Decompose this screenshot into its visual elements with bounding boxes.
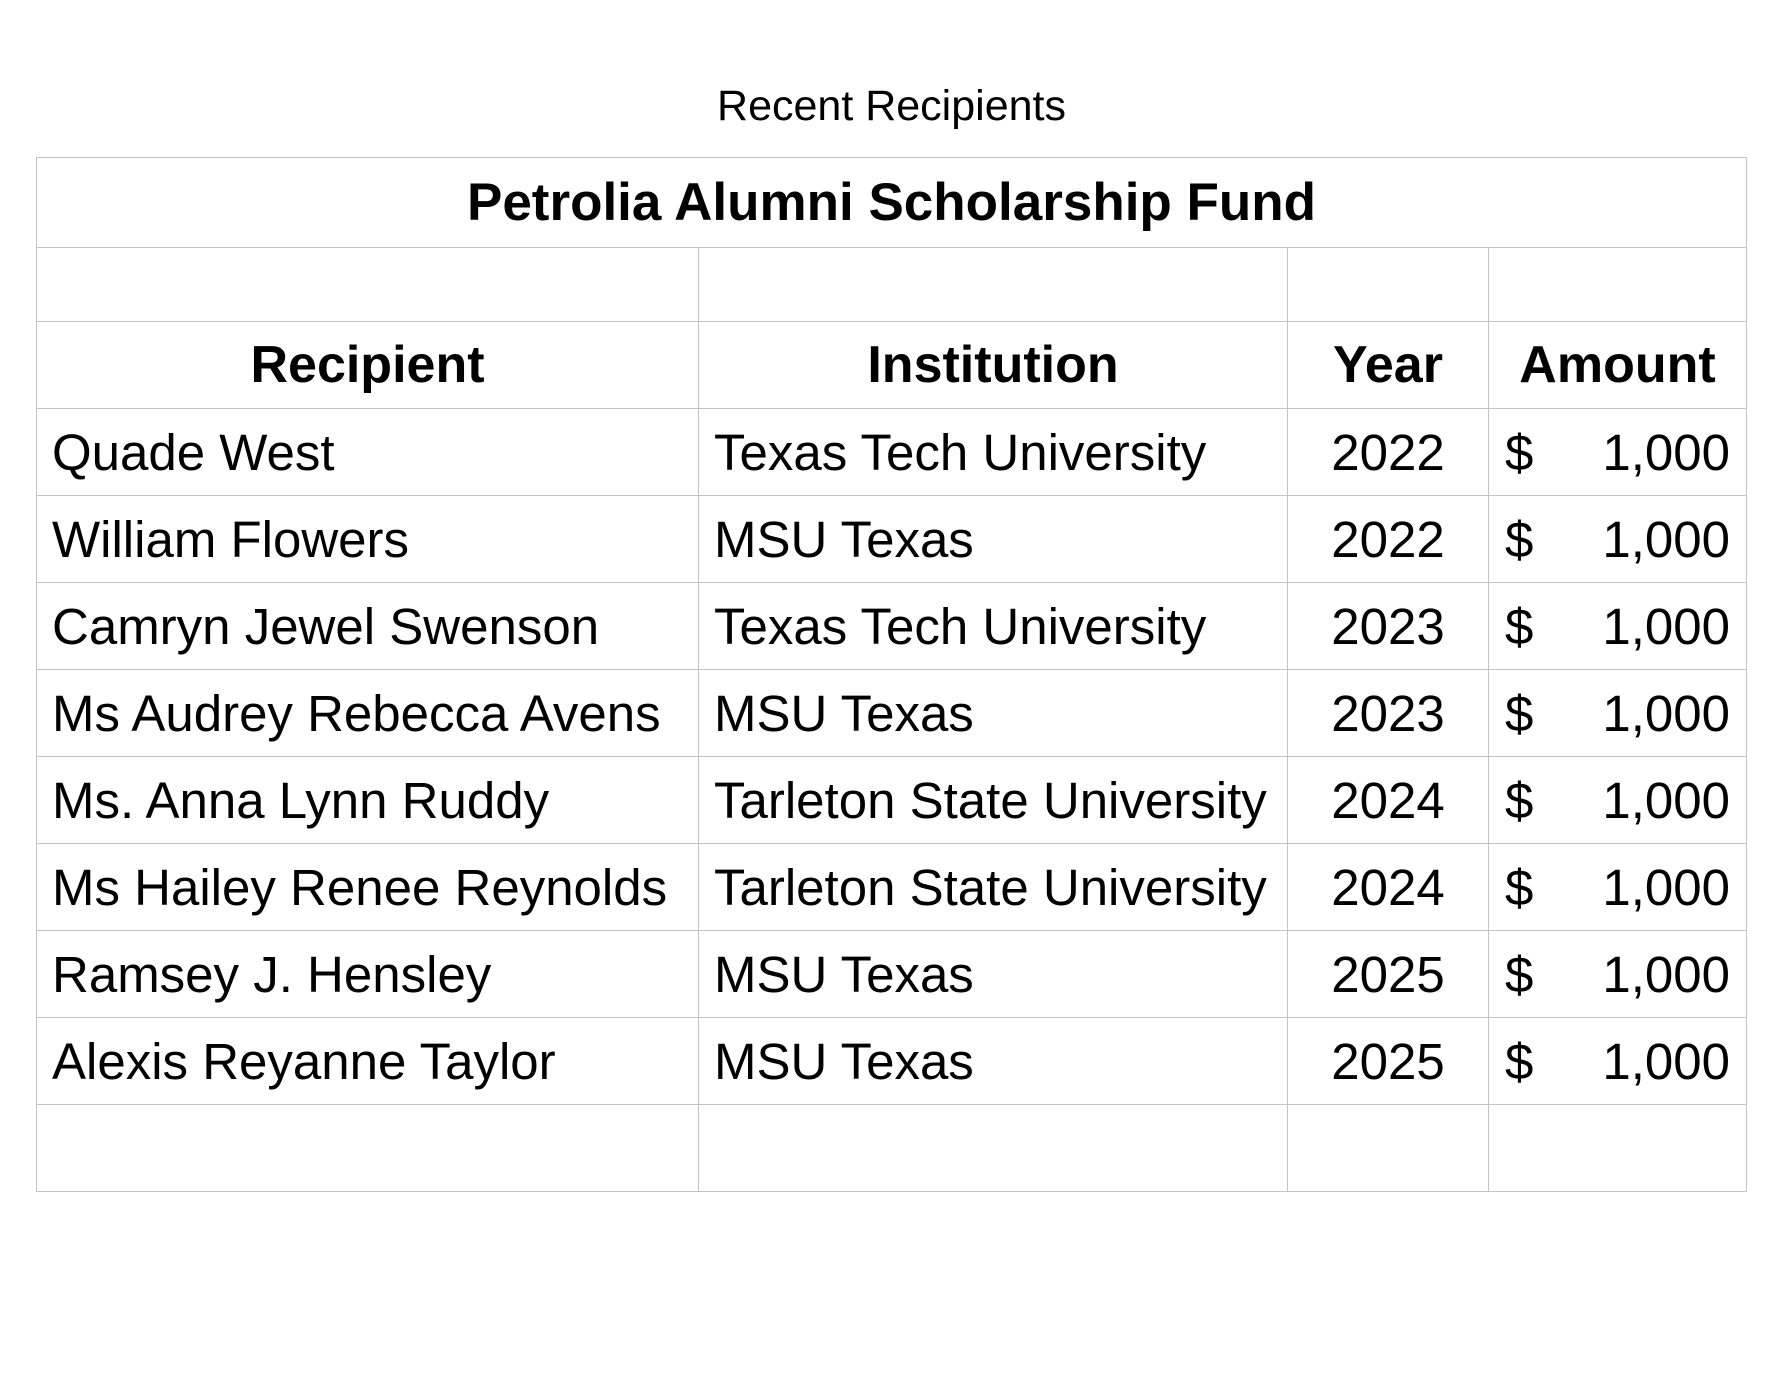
recipients-table	[36, 157, 1747, 1192]
amount-value: 1,000	[1602, 771, 1730, 829]
table-row	[37, 583, 1747, 670]
recipient-cell: Ms Hailey Renee Reynolds	[37, 844, 699, 931]
empty-cell	[699, 1105, 1288, 1192]
institution-cell: Tarleton State University	[699, 844, 1288, 931]
amount-value: 1,000	[1602, 423, 1730, 481]
amount-cell	[1489, 409, 1747, 496]
recipient-cell: Alexis Reyanne Taylor	[37, 1018, 699, 1105]
amount-cell	[1489, 496, 1747, 583]
currency-symbol: $	[1505, 858, 1534, 916]
institution-cell: MSU Texas	[699, 670, 1288, 757]
empty-cell	[37, 248, 699, 322]
column-header-institution: Institution	[699, 322, 1288, 409]
recipient-cell: Ms. Anna Lynn Ruddy	[37, 757, 699, 844]
amount-wrap	[1505, 684, 1730, 743]
amount-wrap	[1505, 423, 1730, 482]
empty-cell	[699, 248, 1288, 322]
table-row	[37, 1018, 1747, 1105]
amount-cell	[1489, 1018, 1747, 1105]
currency-symbol: $	[1505, 945, 1534, 1003]
currency-symbol: $	[1505, 597, 1534, 655]
amount-cell	[1489, 583, 1747, 670]
page-header: Recent Recipients	[717, 82, 1066, 130]
amount-wrap	[1505, 858, 1730, 917]
amount-cell	[1489, 844, 1747, 931]
currency-symbol: $	[1505, 423, 1534, 481]
table-row	[37, 931, 1747, 1018]
currency-symbol: $	[1505, 684, 1534, 742]
currency-symbol: $	[1505, 771, 1534, 829]
year-cell: 2023	[1288, 583, 1489, 670]
blank-row	[37, 1105, 1747, 1192]
amount-wrap	[1505, 945, 1730, 1004]
year-cell: 2025	[1288, 1018, 1489, 1105]
table-row	[37, 496, 1747, 583]
amount-wrap	[1505, 1032, 1730, 1091]
amount-value: 1,000	[1602, 684, 1730, 742]
column-header-amount: Amount	[1489, 322, 1747, 409]
currency-symbol: $	[1505, 1032, 1534, 1090]
recipient-cell: William Flowers	[37, 496, 699, 583]
column-header-year: Year	[1288, 322, 1489, 409]
amount-cell	[1489, 757, 1747, 844]
currency-symbol: $	[1505, 510, 1534, 568]
empty-cell	[37, 1105, 699, 1192]
table-title-row	[37, 158, 1747, 248]
table-row	[37, 670, 1747, 757]
table-row	[37, 844, 1747, 931]
institution-cell: MSU Texas	[699, 496, 1288, 583]
table-row	[37, 409, 1747, 496]
institution-cell: Texas Tech University	[699, 409, 1288, 496]
recipient-cell: Quade West	[37, 409, 699, 496]
table-title: Petrolia Alumni Scholarship Fund	[37, 158, 1747, 248]
empty-cell	[1288, 248, 1489, 322]
institution-cell: MSU Texas	[699, 1018, 1288, 1105]
recipient-cell: Ramsey J. Hensley	[37, 931, 699, 1018]
amount-wrap	[1505, 597, 1730, 656]
amount-cell	[1489, 670, 1747, 757]
amount-value: 1,000	[1602, 945, 1730, 1003]
empty-cell	[1489, 1105, 1747, 1192]
year-cell: 2022	[1288, 409, 1489, 496]
year-cell: 2025	[1288, 931, 1489, 1018]
blank-row	[37, 248, 1747, 322]
column-header-row	[37, 322, 1747, 409]
year-cell: 2023	[1288, 670, 1489, 757]
institution-cell: Tarleton State University	[699, 757, 1288, 844]
table-row	[37, 757, 1747, 844]
amount-value: 1,000	[1602, 510, 1730, 568]
amount-value: 1,000	[1602, 597, 1730, 655]
amount-wrap	[1505, 771, 1730, 830]
amount-value: 1,000	[1602, 858, 1730, 916]
amount-wrap	[1505, 510, 1730, 569]
year-cell: 2024	[1288, 844, 1489, 931]
institution-cell: Texas Tech University	[699, 583, 1288, 670]
institution-cell: MSU Texas	[699, 931, 1288, 1018]
year-cell: 2022	[1288, 496, 1489, 583]
amount-cell	[1489, 931, 1747, 1018]
year-cell: 2024	[1288, 757, 1489, 844]
empty-cell	[1489, 248, 1747, 322]
empty-cell	[1288, 1105, 1489, 1192]
column-header-recipient: Recipient	[37, 322, 699, 409]
recipient-cell: Camryn Jewel Swenson	[37, 583, 699, 670]
amount-value: 1,000	[1602, 1032, 1730, 1090]
recipient-cell: Ms Audrey Rebecca Avens	[37, 670, 699, 757]
